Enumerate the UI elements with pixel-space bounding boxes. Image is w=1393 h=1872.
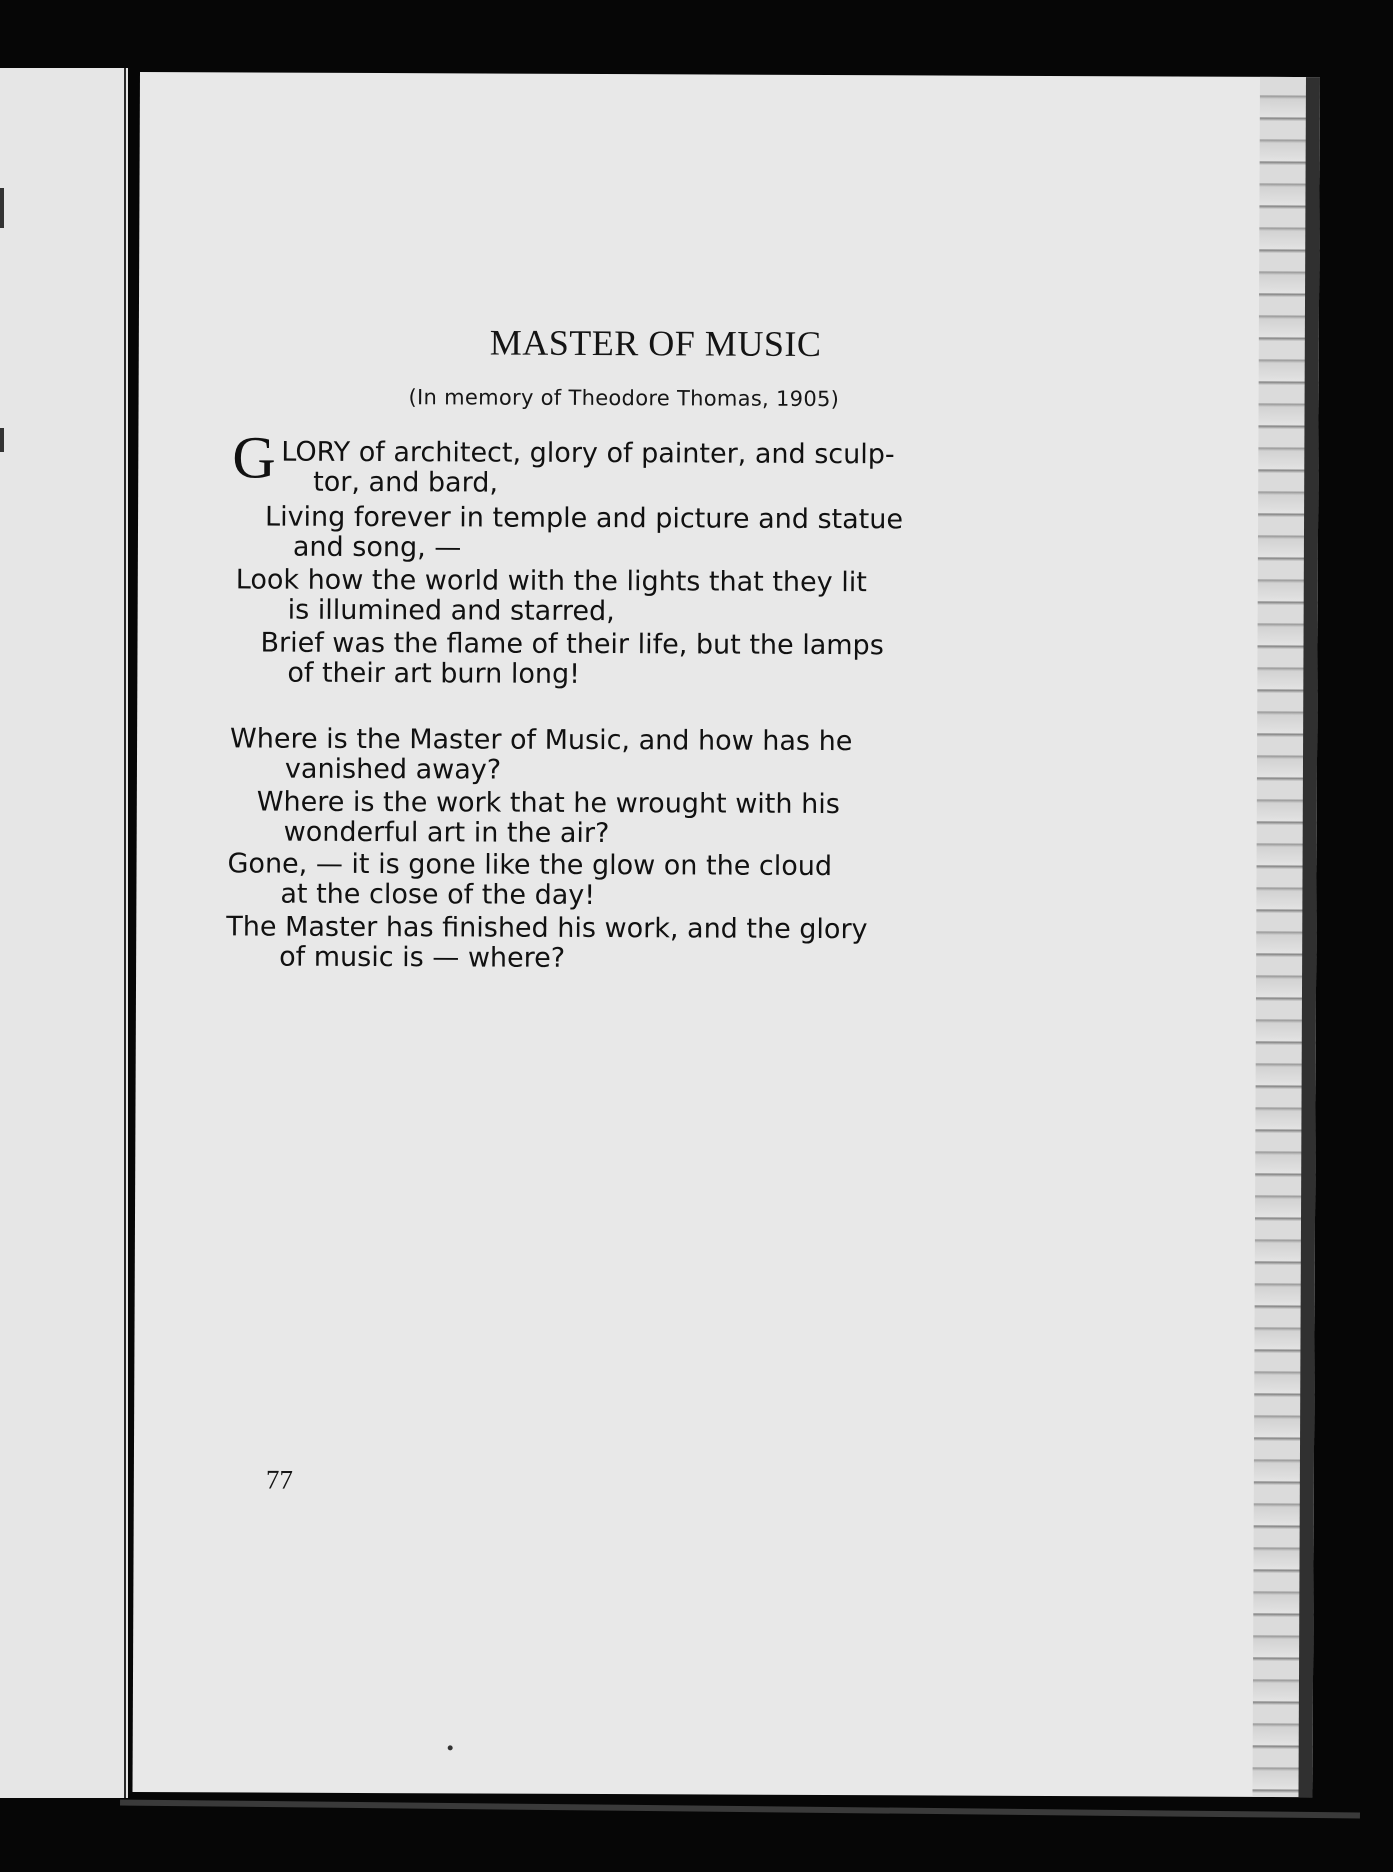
poem-line: Gone, — it is gone like the glow on the cloud: [227, 848, 833, 883]
page-number: 77: [265, 1464, 293, 1495]
page-bottom-edge: [120, 1800, 1360, 1819]
poem-line: The Master has finished his work, and the glory: [226, 911, 868, 946]
poem-line: is illumined and starred,: [287, 594, 615, 628]
page-fore-edge: [1252, 77, 1320, 1797]
poem-line: of their art burn long!: [287, 657, 581, 690]
poem-line: and song, —: [292, 531, 462, 564]
poem-line: of music is — where?: [279, 941, 566, 974]
drop-cap-letter: G: [232, 424, 276, 491]
left-page-gutter-line: [124, 68, 126, 1798]
poem-line: at the close of the day!: [280, 878, 596, 911]
poem-line: Look how the world with the lights that they lit: [235, 564, 867, 599]
poem-line: Brief was the flame of their life, but the lamps: [260, 627, 884, 662]
poem-title: MASTER OF MUSIC: [489, 322, 822, 364]
poem-line: LORY of architect, glory of painter, and sculp-: [281, 436, 895, 471]
left-page-edge: [0, 68, 128, 1798]
poem-line: vanished away?: [284, 753, 502, 786]
right-page: [132, 72, 1319, 1797]
left-page-mark: [0, 428, 4, 452]
paper-speck: [448, 1745, 453, 1750]
poem-line: Living forever in temple and picture and statue: [264, 501, 904, 536]
poem-line: Where is the work that he wrought with his: [256, 786, 840, 821]
poem-line: tor, and bard,: [313, 466, 499, 499]
poem-line: Where is the Master of Music, and how has he: [230, 723, 853, 758]
poem-dedication: (In memory of Theodore Thomas, 1905): [408, 385, 840, 412]
poem-line: wonderful art in the air?: [283, 816, 610, 850]
left-page-mark: [0, 188, 4, 228]
